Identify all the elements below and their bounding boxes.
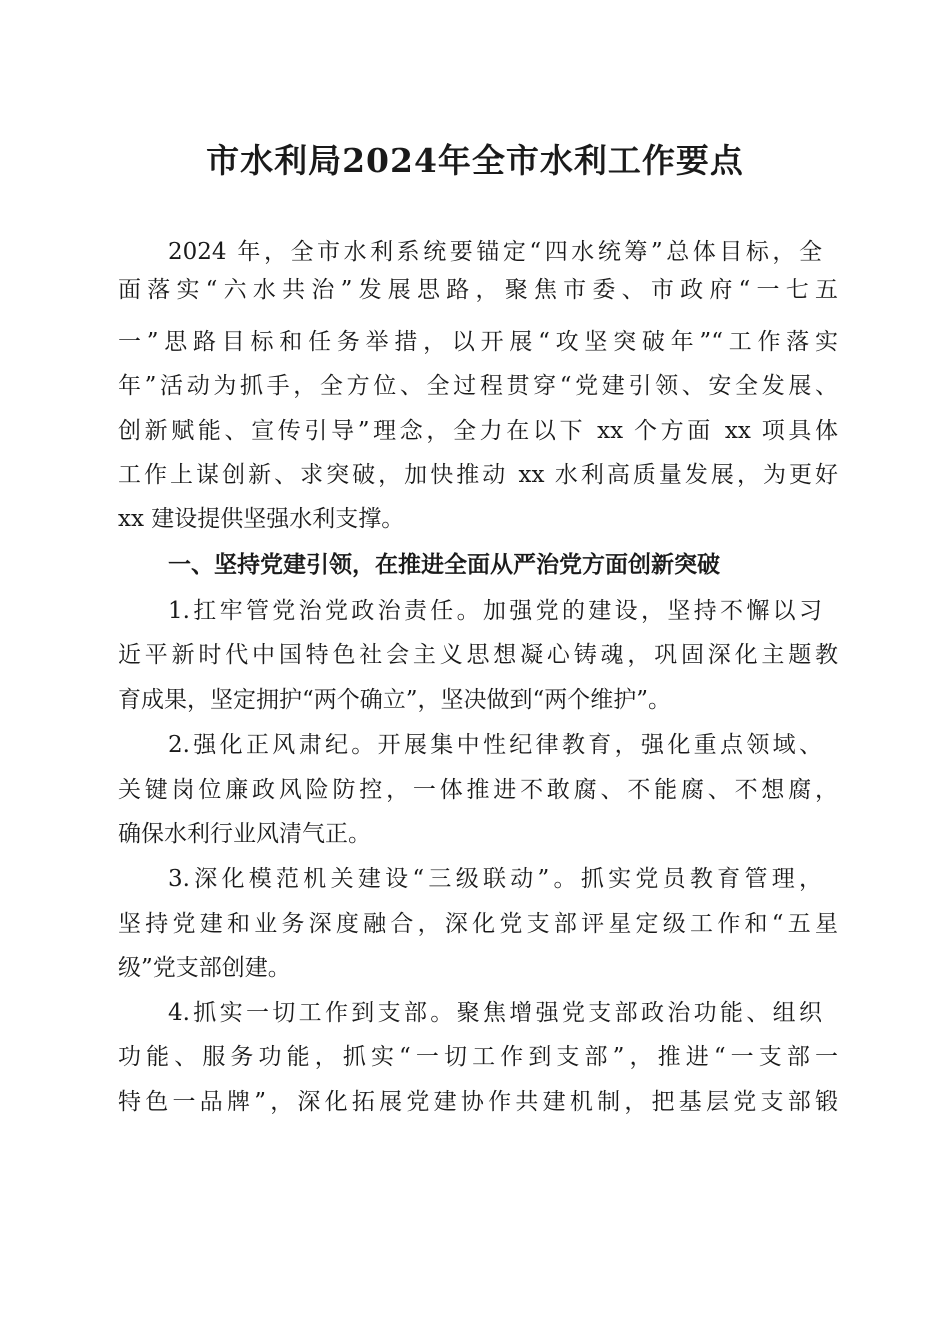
document-title: 市水利局2024年全市水利工作要点	[206, 141, 744, 180]
item-2-line: 确保水利行业风清气正。	[118, 821, 371, 847]
item-1-line: 育成果，坚定拥护“两个确立”，坚决做到“两个维护”。	[118, 687, 672, 713]
item-3-line: 坚持党建和业务深度融合，深化党支部评星定级工作和“五星	[118, 911, 838, 937]
item-4-line: 特色一品牌”，深化拓展党建协作共建机制，把基层党支部锻	[118, 1089, 838, 1115]
intro-line: 创新赋能、宣传引导”理念，全力在以下 xx 个方面 xx 项具体	[118, 418, 838, 444]
intro-line: 工作上谋创新、求突破，加快推动 xx 水利高质量发展，为更好	[118, 462, 838, 488]
item-4-line: 4.抓实一切工作到支部。聚焦增强党支部政治功能、组织	[168, 1000, 822, 1026]
intro-line: 一”思路目标和任务举措，以开展“攻坚突破年”“工作落实	[118, 329, 838, 355]
intro-line: 面落实“六水共治”发展思路，聚焦市委、市政府“一七五	[118, 277, 838, 303]
item-3-line: 级”党支部创建。	[118, 955, 291, 981]
section-heading: 一、坚持党建引领，在推进全面从严治党方面创新突破	[168, 552, 720, 578]
item-1-line: 1.扛牢管党治党政治责任。加强党的建设，坚持不懈以习	[168, 598, 822, 624]
item-3-line: 3.深化模范机关建设“三级联动”。抓实党员教育管理，	[168, 866, 822, 892]
item-2-line: 关键岗位廉政风险防控，一体推进不敢腐、不能腐、不想腐，	[118, 777, 838, 803]
item-4-line: 功能、服务功能，抓实“一切工作到支部”，推进“一支部一	[118, 1044, 838, 1070]
intro-line: 年”活动为抓手，全方位、全过程贯穿“党建引领、安全发展、	[118, 373, 838, 399]
intro-line: xx 建设提供坚强水利支撑。	[118, 506, 405, 532]
intro-line: 2024 年，全市水利系统要锚定“四水统筹”总体目标，全	[168, 239, 822, 265]
item-2-line: 2.强化正风肃纪。开展集中性纪律教育，强化重点领域、	[168, 732, 822, 758]
item-1-line: 近平新时代中国特色社会主义思想凝心铸魂，巩固深化主题教	[118, 642, 838, 668]
